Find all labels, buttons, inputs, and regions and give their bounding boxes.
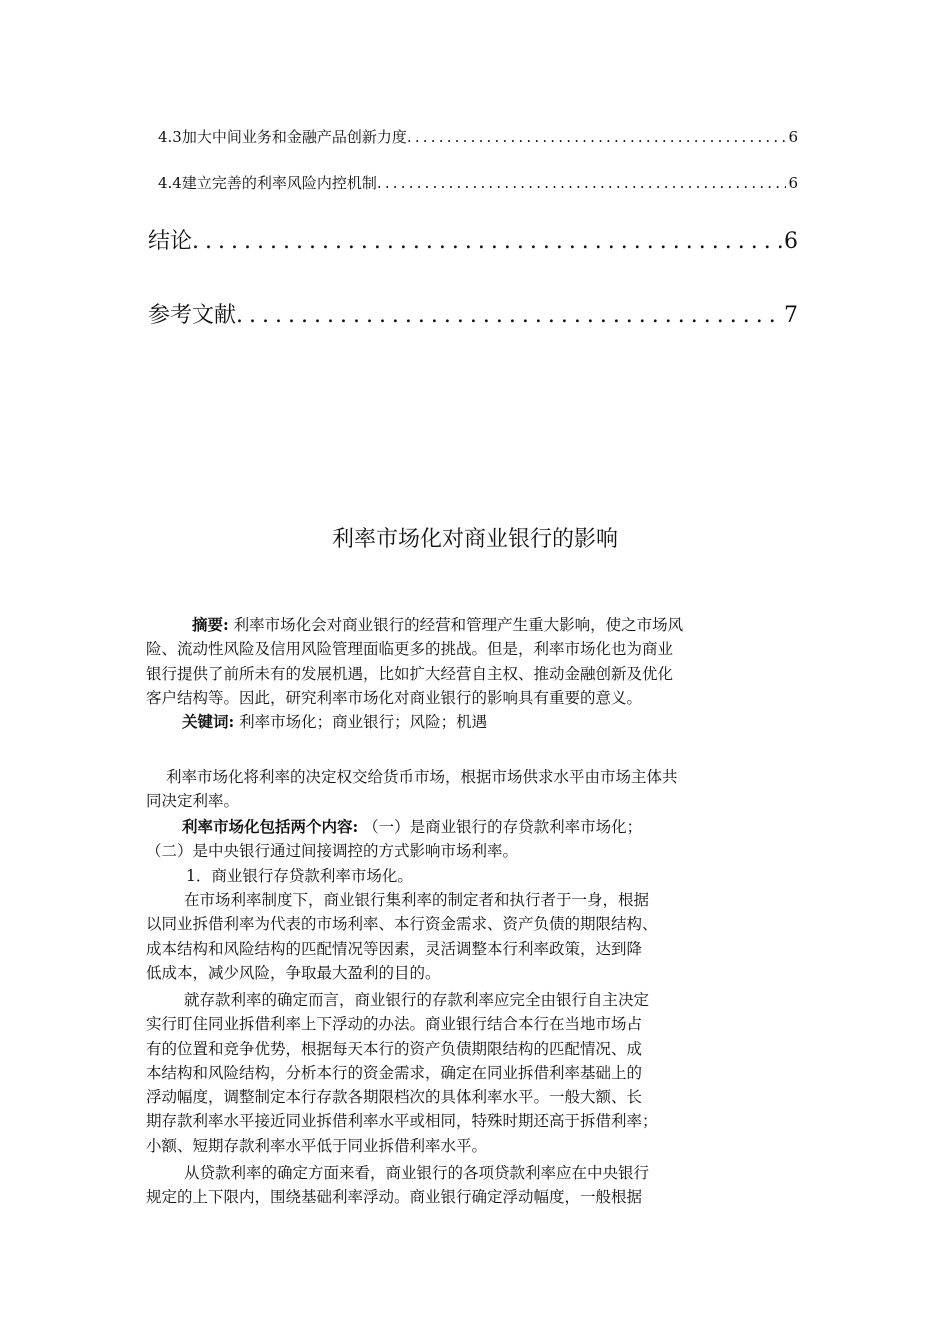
toc-page-number: 6 (788, 128, 798, 146)
abstract (146, 613, 683, 734)
toc-entry-4-3[interactable] (148, 126, 798, 147)
body-line: 就存款利率的确定而言，商业银行的存款利率应完全由银行自主决定 (184, 991, 650, 1009)
body-line: 以同业拆借利率为代表的市场利率、本行资金需求、资产负债的期限结构、 (146, 915, 658, 934)
toc-leader-dots (192, 229, 782, 254)
body-line: 在市场利率制度下，商业银行集利率的制定者和执行者于一身，根据 (184, 891, 650, 909)
section-heading: 1．商业银行存贷款利率市场化。 (186, 866, 413, 885)
body-line: 成本结构和风险结构的匹配情况等因素，灵活调整本行利率政策，达到降 (146, 939, 643, 958)
body-paragraph (146, 1161, 649, 1210)
intro-line: 利率市场化将利率的决定权交给货币市场，根据市场供求水平由市场主体共 (166, 768, 678, 786)
abstract-label: 摘要: (192, 615, 229, 634)
content-overview (146, 815, 642, 888)
toc-entry-label: 4.3加大中间业务和金融产品创新力度 (158, 128, 407, 146)
toc-entry-4-4[interactable] (148, 172, 798, 193)
abstract-line: 利率市场化会对商业银行的经营和管理产生重大影响，使之市场风 (233, 616, 684, 634)
body-line: 浮动幅度，调整制定本行存款各期限档次的具体利率水平。一般大额、长 (146, 1088, 643, 1107)
body-paragraph (146, 888, 658, 985)
body-line: 小额、短期存款利率水平低于同业拆借利率水平。 (146, 1136, 488, 1155)
toc-entry-label: 4.4建立完善的利率风险内控机制 (158, 174, 377, 192)
content-line: （一）是商业银行的存贷款利率市场化； (363, 818, 643, 836)
toc-entry-conclusion[interactable] (148, 224, 798, 255)
toc-page-number: 6 (784, 229, 798, 254)
body-line: 实行盯住同业拆借利率上下浮动的办法。商业银行结合本行在当地市场占 (146, 1015, 643, 1034)
keywords-label: 关键词: (182, 712, 235, 732)
body-line: 期存款利率水平接近同业拆借利率水平或相同，特殊时期还高于拆借利率； (146, 1112, 658, 1131)
body-line: 低成本，减少风险，争取最大盈利的目的。 (146, 963, 441, 982)
intro-line: 同决定利率。 (146, 792, 240, 811)
toc-page-number: 6 (788, 174, 798, 192)
toc-leader-dots (236, 303, 782, 328)
abstract-line: 银行提供了前所未有的发展机遇，比如扩大经营自主权、推动金融创新及优化 (146, 664, 674, 683)
toc-leader-dots (407, 128, 787, 146)
body-line: 有的位置和竞争优势，根据每天本行的资产负债期限结构的匹配情况、成 (146, 1039, 643, 1058)
toc-page-number: 7 (784, 303, 798, 328)
toc-entry-label: 结论 (148, 229, 193, 254)
body-line: 规定的上下限内，围绕基础利率浮动。商业银行确定浮动幅度，一般根据 (146, 1188, 643, 1207)
body-line: 本结构和风险结构，分析本行的资金需求，确定在同业拆借利率基础上的 (146, 1063, 643, 1082)
body-line: 从贷款利率的确定方面来看，商业银行的各项贷款利率应在中央银行 (184, 1164, 650, 1182)
abstract-line: 客户结构等。因此，研究利率市场化对商业银行的影响具有重要的意义。 (146, 688, 643, 707)
toc-entry-references[interactable] (148, 298, 798, 329)
toc-leader-dots (377, 174, 787, 192)
intro-paragraph (146, 765, 678, 814)
content-label: 利率市场化包括两个内容: (182, 817, 359, 836)
body-paragraph (146, 988, 658, 1158)
article-title: 利率市场化对商业银行的影响 (331, 527, 618, 552)
content-line: （二）是中央银行通过间接调控的方式影响市场利率。 (146, 842, 519, 861)
keywords: 利率市场化；商业银行；风险；机遇 (239, 713, 488, 732)
abstract-line: 险、流动性风险及信用风险管理面临更多的挑战。但是，利率市场化也为商业 (146, 640, 674, 659)
toc-entry-label: 参考文献 (148, 303, 237, 328)
